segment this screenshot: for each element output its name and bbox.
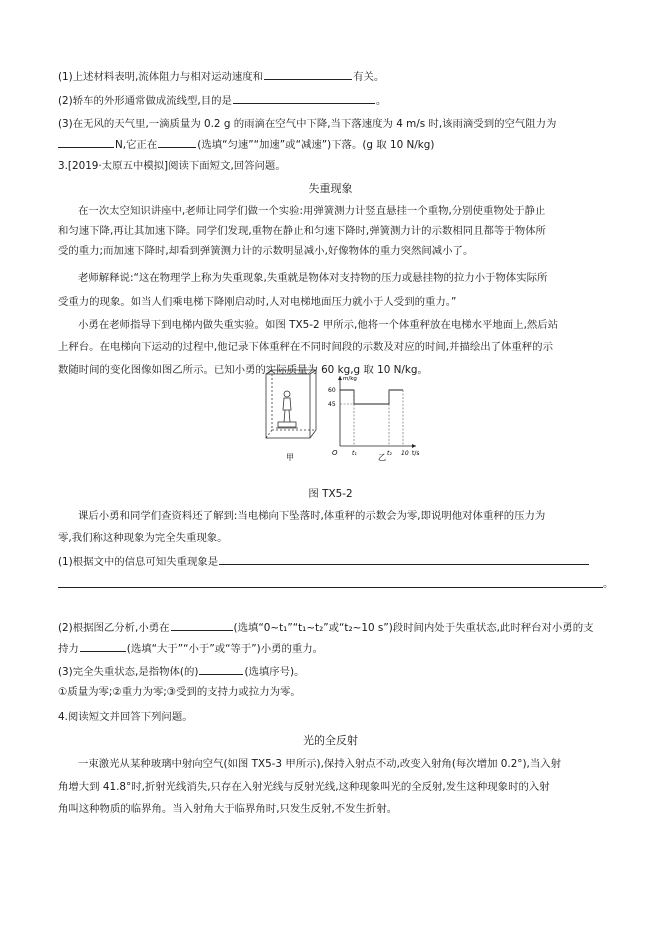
p3-para1-line: 在一次太空知识讲座中,老师让同学们做一个实验:用弹簧测力计竖直悬挂一个重物,分别使重物处于静止 [78, 205, 546, 217]
q2-end: 。 [375, 95, 387, 107]
p3-para2-line: 老师解释说:“这在物理学上称为失重现象,失重就是物体对支持物的压力或悬挂物的拉力小于物体实际所 [78, 272, 548, 284]
q3-line-a: (3)在无风的天气里,一滴质量为 0.2 g 的雨滴在空气中下降,当下落速度为 4 m/s 时,该雨滴受到的空气阻力为 [58, 118, 557, 130]
figure-tx5-2 [262, 368, 432, 470]
q3-motion-blank[interactable] [158, 137, 196, 148]
y-axis-label: m/kg [343, 376, 357, 382]
q3-2-line-a [58, 620, 609, 635]
q3-3-options: ①质量为零;②重力为零;③受到的支持力或拉力为零。 [58, 686, 301, 698]
q3-3-text-b: (选填序号)。 [244, 666, 305, 678]
y-axis-arrow [338, 376, 342, 380]
problem3-heading: 3.[2019·太原五中模拟]阅读下面短文,回答问题。 [58, 160, 286, 172]
problem3-title: 失重现象 [308, 182, 353, 195]
q3-2-text-b: (选填“0~t₁”“t₁~t₂”或“t₂~10 s”)段时间内处于失重状态,此时秤台对小勇的支 [233, 622, 594, 634]
y-tick-label: 60 [328, 387, 336, 394]
p3-para3-line: 上秤台。在电梯向下运动的过程中,他记录下体重秤在不同时间段的示数及对应的时间,并描绘出了体重秤的示 [58, 341, 553, 353]
p3-para4-line: 零,我们称这种现象为完全失重现象。 [58, 532, 228, 544]
series-line [340, 390, 403, 404]
q1-line [58, 69, 609, 84]
problem4-title: 光的全反射 [303, 734, 358, 747]
figure-caption: 图 TX5-2 [308, 488, 353, 500]
p3-para1-line: 和匀速下降,再让其加速下降。同学们发现,重物在静止和匀速下降时,弹簧测力计的示数相同且都等于物体所 [58, 225, 546, 237]
q3-3-line [58, 664, 609, 679]
p3-para1-line: 受的重力;而加速下降时,却看到弹簧测力计的示数明显减小,好像物体的重力突然间减小了。 [58, 245, 474, 257]
p3-para3-line: 数随时间的变化图像如图乙所示。已知小勇的实际质量为 60 kg,g 取 10 N/kg。 [58, 364, 428, 376]
problem4-heading: 4.阅读短文并回答下列问题。 [58, 711, 193, 723]
figure-svg [262, 368, 432, 470]
p3-para2-line: 受重力的现象。如当人们乘电梯下降刚启动时,人对电梯地面压力就小于人受到的重力。” [58, 296, 457, 308]
x-axis-label: t/s [412, 450, 420, 457]
q3-2-text-a: (2)根据图乙分析,小勇在 [58, 622, 170, 634]
q2-line [58, 93, 609, 108]
q3-2-text-d: (选填“大于”“小于”或“等于”)小勇的重力。 [126, 643, 324, 655]
x-tick-label: O [332, 449, 338, 457]
x-tick-label: t₁ [352, 450, 357, 457]
p4-para-line: 一束激光从某种玻璃中射向空气(如图 TX5-3 甲所示),保持入射点不动,改变入射角(每次增加 0.2°),当入射 [78, 758, 562, 770]
q3-1-answer-line[interactable] [58, 587, 603, 588]
q2-answer-blank[interactable] [233, 93, 375, 104]
q3-3-answer-blank[interactable] [199, 664, 243, 675]
q3-1-answer-blank[interactable] [219, 554, 589, 565]
q3-line-b [58, 137, 609, 152]
q3-text-b1: N,它正在 [115, 139, 158, 151]
q3-2-compare-blank[interactable] [80, 641, 126, 652]
q3-1-text: (1)根据文中的信息可知失重现象是 [58, 556, 219, 568]
label-yi: 乙 [378, 453, 386, 462]
p4-para-line: 角增大到 41.8°时,折射光线消失,只存在入射光线与反射光线,这种现象叫光的全反射,发生这种现象时的入射 [58, 781, 550, 793]
mass-time-graph [328, 376, 420, 457]
q2-text: (2)轿车的外形通常做成流线型,目的是 [58, 95, 232, 107]
label-jia: 甲 [286, 453, 294, 462]
q3-2-line-b [58, 641, 609, 656]
x-tick-label: 10 [401, 450, 409, 457]
q3-2-text-c: 持力 [58, 643, 79, 655]
x-axis-arrow [412, 444, 416, 448]
q3-force-blank[interactable] [58, 137, 114, 148]
q1-answer-blank[interactable] [264, 69, 352, 80]
q3-1-line [58, 554, 609, 569]
q3-text-b2: (选填“匀速”“加速”或“减速”)下落。(g 取 10 N/kg) [197, 139, 435, 151]
p4-para-line: 角叫这种物质的临界角。当入射角大于临界角时,只发生反射,不发生折射。 [58, 803, 398, 815]
q1-end: 有关。 [353, 71, 385, 83]
elevator-illustration [266, 370, 316, 438]
q3-3-text-a: (3)完全失重状态,是指物体(的) [58, 666, 199, 678]
x-tick-label: t₂ [387, 450, 392, 457]
q3-1-end: 。 [603, 578, 614, 590]
q3-2-period-blank[interactable] [171, 620, 233, 631]
p3-para3-line: 小勇在老师指导下到电梯内做失重实验。如图 TX5-2 甲所示,他将一个体重秤放在电梯水平地面上,然后站 [78, 319, 559, 331]
q1-text: (1)上述材料表明,流体阻力与相对运动速度和 [58, 71, 264, 83]
y-tick-label: 45 [328, 401, 336, 408]
p3-para4-line: 课后小勇和同学们查资料还了解到:当电梯向下坠落时,体重秤的示数会为零,即说明他对体重秤的压力为 [78, 510, 546, 522]
